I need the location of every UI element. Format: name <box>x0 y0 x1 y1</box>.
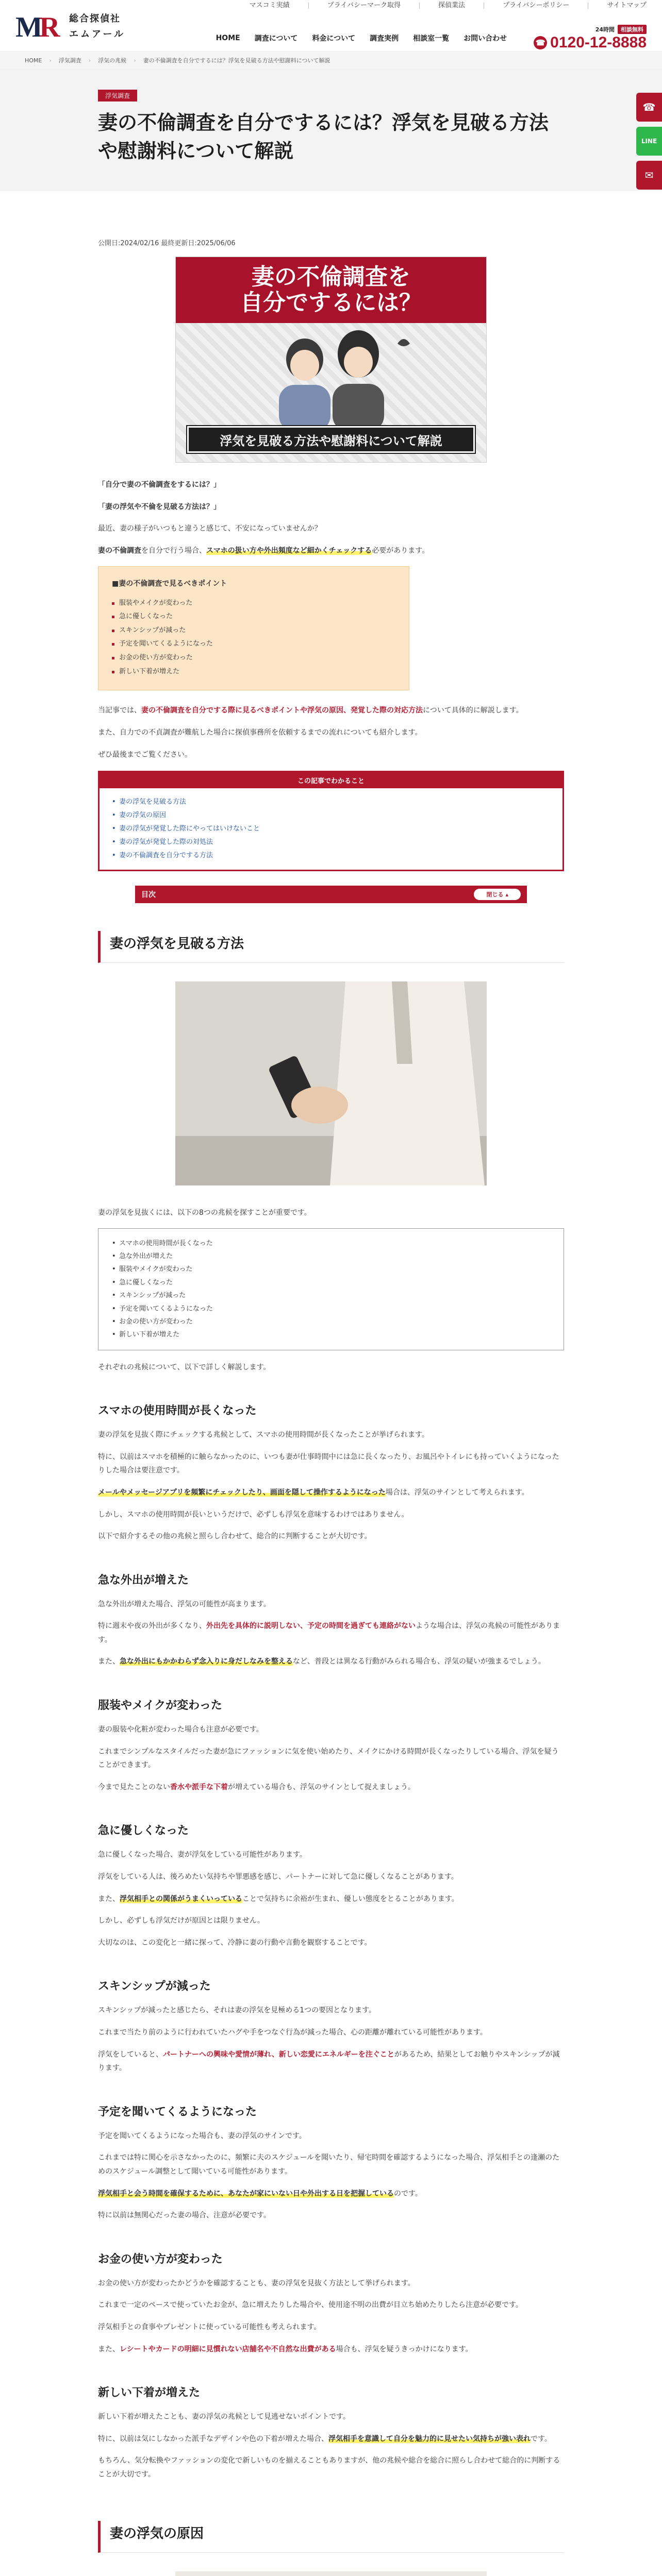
paragraph: 特に以前は無関心だった妻の場合、注意が必要です。 <box>98 2211 271 2220</box>
hero-subtitle: 浮気を見破る方法や慰謝料について解説 <box>187 426 475 453</box>
paragraph: 妻の服装や化粧が変わった場合も注意が必要です。 <box>98 1725 263 1734</box>
list-item: 急に優しくなった <box>112 610 395 624</box>
floating-side-buttons <box>636 93 662 190</box>
paragraph: しかし、必ずしも浮気だけが原因とは限りません。 <box>98 1917 264 1925</box>
page-title: 妻の不倫調査を自分でするには？浮気を見破る方法や慰謝料について解説 <box>98 111 549 163</box>
breadcrumb-subcategory[interactable]: 浮気の兆候 <box>98 57 127 64</box>
section-heading-2: 妻の浮気の原因 <box>98 2521 564 2553</box>
nav-contact[interactable]: お問い合わせ <box>464 35 507 43</box>
phone-icon: ☎ <box>642 101 656 113</box>
paragraph: 新しい下着が増えたことも、妻の浮気の兆候として見逃せないポイントです。 <box>98 2413 350 2421</box>
list-item: • スマホの使用時間が長くなった <box>112 1237 550 1250</box>
paragraph: また、レシートやカードの明細に見慣れない店舗名や不自然な出費がある場合も、浮気を疑うきっかけになります。 <box>98 2345 473 2353</box>
point-box-title: ■妻の不倫調査で見るべきポイント <box>112 579 227 588</box>
paragraph: 今まで見たことのない香水や派手な下着が増えている場合も、浮気のサインとして捉えましょう。 <box>98 1783 416 1791</box>
intro-text-3: 当記事では、妻の不倫調査を自分でする際に見るべきポイントや浮気の原因、発覚した際の対応方法について具体的に解説します。 <box>98 706 523 715</box>
intro-text-1: 最近、妻の様子がいつもと違うと感じて、不安になっていませんか？ <box>98 524 322 533</box>
breadcrumb-home[interactable]: HOME <box>25 57 42 64</box>
list-item: • スキンシップが減った <box>112 1289 550 1302</box>
paragraph: また、浮気相手との関係がうまくいっていることで気持ちに余裕が生まれ、優しい態度をとることがあります。 <box>98 1894 459 1903</box>
nav-cases[interactable]: 調査実例 <box>370 35 399 43</box>
paragraph: また、急な外出にもかかわらず念入りに身だしなみを整えるなど、普段とは異なる行動がみられる場合も、浮気の疑いが強まるでしょう。 <box>98 1657 545 1666</box>
subheading-outings: 急な外出が増えた <box>98 1573 189 1587</box>
section1-text-1: 妻の浮気を見抜くには、以下の8つの兆候を探すことが重要です。 <box>98 1209 311 1217</box>
intro-text-4: また、自力での不貞調査が難航した場合に探偵事務所を依頼するまでの流れについても紹介します。 <box>98 728 422 737</box>
paragraph: 急に優しくなった場合、妻が浮気をしている可能性があります。 <box>98 1851 307 1859</box>
paragraph: これまで当たり前のように行われていたハグや手をつなぐ行為が減った場合、心の距離が離れている可能性があります。 <box>98 2028 487 2037</box>
summary-box <box>98 771 564 871</box>
header-phone[interactable] <box>534 25 647 52</box>
toc-close-button[interactable]: 閉じる ▴ <box>474 889 521 900</box>
paragraph: もちろん、気分転換やファッションの変化で新しいものを揃えることもありますが、他の兆候や総合を総合に照らし合わせて総合的に判断することが大切です。 <box>98 2456 560 2479</box>
summary-link[interactable]: • 妻の浮気の原因 <box>112 809 550 822</box>
list-item: • 急な外出が増えた <box>112 1250 550 1263</box>
subheading-skinship: スキンシップが減った <box>98 1980 211 1993</box>
subheading-schedule: 予定を聞いてくるようになった <box>98 2105 257 2119</box>
title-area <box>0 69 662 191</box>
float-mail-button[interactable] <box>636 161 662 190</box>
crossed-arms-illustration <box>175 2571 487 2576</box>
list-item: • 新しい下着が増えた <box>112 1328 550 1341</box>
breadcrumb-category[interactable]: 浮気調査 <box>58 57 81 64</box>
list-item: • 予定を聞いてくるようになった <box>112 1302 550 1315</box>
hero-image <box>175 257 487 463</box>
article-dates <box>98 238 564 247</box>
paragraph: 特に、以前は気にしなかった派手なデザインや色の下着が増えた場合、浮気相手を意識して自分を魅力的に見せたい気持ちが強い表れです。 <box>98 2434 552 2443</box>
mail-icon: ✉ <box>644 169 654 181</box>
section-heading-1: 妻の浮気を見破る方法 <box>98 931 564 963</box>
updated-date: 最終更新日:2025/06/06 <box>161 240 236 248</box>
intro-text-5: ぜひ最後までご覧ください。 <box>98 750 192 759</box>
paragraph: これまでシンプルなスタイルだった妻が急にファッションに気を使い始めたり、メイクにかける時間が長くなったりしている場合、浮気を疑うことができます。 <box>98 1747 559 1770</box>
toc-label: 目次 <box>141 891 156 900</box>
subnav-sitemap[interactable]: サイトマップ <box>607 2 647 9</box>
subnav-detective-law[interactable]: 探偵業法 <box>438 0 484 9</box>
summary-box-title: この記事でわかること <box>100 772 562 788</box>
hero-title-line1: 妻の不倫調査を <box>252 263 410 290</box>
subheading-kindness: 急に優しくなった <box>98 1824 189 1838</box>
section1-text-2: それぞれの兆候について、以下で詳しく解説します。 <box>98 1363 271 1371</box>
paragraph: これまでは特に関心を示さなかったのに、頻繁に夫のスケジュールを聞いたり、帰宅時間を確認するようになった場合、浮気相手との逢瀬のためのスケジュール調整として聞いている可能性があります。 <box>98 2154 560 2176</box>
paragraph: 浮気相手と会う時間を確保するために、あなたが家にいない日や外出する日を把握しているのです。 <box>98 2189 422 2198</box>
paragraph: 急な外出が増えた場合、浮気の可能性が高まります。 <box>98 1600 271 1608</box>
paragraph: 予定を聞いてくるようになった場合も、妻の浮気のサインです。 <box>98 2131 306 2140</box>
paragraph: 浮気相手との食事やプレゼントに使っている可能性も考えられます。 <box>98 2323 321 2331</box>
list-item: 服装やメイクが変わった <box>112 597 395 611</box>
intro-question-2: 「妻の浮気や不倫を見破る方法は？」 <box>98 502 221 511</box>
subheading-smartphone: スマホの使用時間が長くなった <box>98 1404 257 1418</box>
subheading-fashion: 服装やメイクが変わった <box>98 1699 222 1713</box>
tel-note: 24時間 <box>595 26 615 33</box>
chevron-up-icon: ▴ <box>505 891 508 898</box>
main-nav <box>170 25 647 52</box>
paragraph: 特に、以前はスマホを積極的に触らなかったのに、いつも妻が仕事時間中には急に長くなったり、お風呂やトイレにも持っていくようになったりした場合は要注意です。 <box>98 1452 559 1475</box>
logo-line2: エムアール <box>69 28 126 40</box>
point-box <box>98 566 409 691</box>
paragraph: 特に週末や夜の外出が多くなり、外出先を具体的に説明しない、予定の時間を過ぎても連絡がないような場合は、浮気の兆候の可能性があります。 <box>98 1622 560 1644</box>
paragraph: スキンシップが減ったと感じたら、それは妻の浮気を見極める1つの要因となります。 <box>98 2006 376 2015</box>
subheading-money: お金の使い方が変わった <box>98 2252 223 2266</box>
subnav-privacy-mark[interactable]: プライバシーマーク取得 <box>327 0 420 9</box>
summary-link[interactable]: • 妻の浮気が発覚した際にやってはいけないこと <box>112 822 550 836</box>
table-of-contents-bar <box>135 886 527 903</box>
couple-illustration <box>176 323 487 431</box>
paragraph: しかし、スマホの使用時間が長いというだけで、必ずしも浮気を意味するわけではありません。 <box>98 1510 409 1519</box>
published-date: 公開日:2024/02/16 <box>98 240 159 248</box>
list-item: • 急に優しくなった <box>112 1276 550 1289</box>
intro-question-1: 「自分で妻の不倫調査をするには？」 <box>98 481 221 489</box>
list-item: • 服装やメイクが変わった <box>112 1263 550 1276</box>
subnav-privacy-policy[interactable]: プライバシーポリシー <box>503 0 588 9</box>
site-logo[interactable] <box>15 11 150 41</box>
paragraph: メールやメッセージアプリを頻繁にチェックしたり、画面を隠して操作するようになった場合は、浮気のサインとして考えられます。 <box>98 1488 529 1497</box>
subnav-media[interactable]: マスコミ実績 <box>250 0 309 9</box>
nav-home[interactable]: HOME <box>216 34 240 42</box>
summary-link[interactable]: • 妻の不倫調査を自分でする方法 <box>112 849 550 862</box>
breadcrumb-current: 妻の不倫調査を自分でするには？浮気を見破る方法や慰謝料について解説 <box>143 57 330 64</box>
paragraph: 以下で紹介するその他の兆候と照らし合わせて、総合的に判断することが大切です。 <box>98 1532 372 1541</box>
mr-logo-mark: M R <box>15 11 60 43</box>
paragraph: 妻の浮気を見抜く際にチェックする兆候として、スマホの使用時間が長くなったことが挙げられます。 <box>98 1431 429 1439</box>
nav-offices[interactable]: 相談室一覧 <box>413 35 450 43</box>
signs-list <box>98 1228 564 1350</box>
tel-number: 0120-12-8888 <box>550 34 647 51</box>
summary-link[interactable]: • 妻の浮気が発覚した際の対処法 <box>112 836 550 849</box>
list-item: お金の使い方が変わった <box>112 651 395 665</box>
category-badge[interactable]: 浮気調査 <box>98 90 137 101</box>
intro-text-2: 妻の不倫調査を自分で行う場合、スマホの扱い方や外出頻度など細かくチェックする必要があります。 <box>98 546 429 555</box>
subheading-underwear: 新しい下着が増えた <box>98 2386 201 2400</box>
summary-link[interactable]: • 妻の浮気を見破る方法 <box>112 795 550 809</box>
site-header <box>0 0 662 52</box>
phone-icon: ☎ <box>534 36 547 49</box>
paragraph: これまで一定のペースで使っていたお金が、急に増えたりした場合や、使用途不明の出費が目立ち始めたりしたら注意が必要です。 <box>98 2301 523 2310</box>
paragraph: お金の使い方が変わったかどうかを確認することも、妻の浮気を見抜く方法として挙げられます。 <box>98 2279 415 2287</box>
breadcrumb: HOME › 浮気調査 › 浮気の兆候 › 妻の不倫調査を自分でするには？浮気を見破る方法や慰謝料について解説 <box>0 52 662 69</box>
list-item: 予定を聞いてくるようになった <box>112 637 395 651</box>
paragraph: 浮気をしている人は、後ろめたい気持ちや罪悪感を感じ、パートナーに対して急に優しくなることがあります。 <box>98 1873 458 1882</box>
float-line-button[interactable]: LINE <box>636 127 662 156</box>
free-consult-badge: 相談無料 <box>618 25 647 34</box>
sub-nav <box>170 0 647 9</box>
nav-pricing[interactable]: 料金について <box>312 35 356 43</box>
smartphone-illustration <box>175 981 487 1185</box>
paragraph: 大切なのは、この変化と一緒に探って、冷静に妻の行動や言動を観察することです。 <box>98 1938 372 1947</box>
list-item: • お金の使い方が変わった <box>112 1315 550 1328</box>
list-item: スキンシップが減った <box>112 624 395 638</box>
paragraph: 浮気をしていると、パートナーへの興味や愛情が薄れ、新しい恋愛にエネルギーを注ぐことがあるため、結果としてお触りやスキンシップが減ります。 <box>98 2050 560 2073</box>
article-content <box>98 191 564 2576</box>
logo-line1: 総合探偵社 <box>69 13 121 24</box>
float-phone-button[interactable] <box>636 93 662 122</box>
list-item: 新しい下着が増えた <box>112 665 395 679</box>
hero-title-line2: 自分でするには？ <box>240 290 422 316</box>
nav-investigation[interactable]: 調査について <box>254 35 298 43</box>
